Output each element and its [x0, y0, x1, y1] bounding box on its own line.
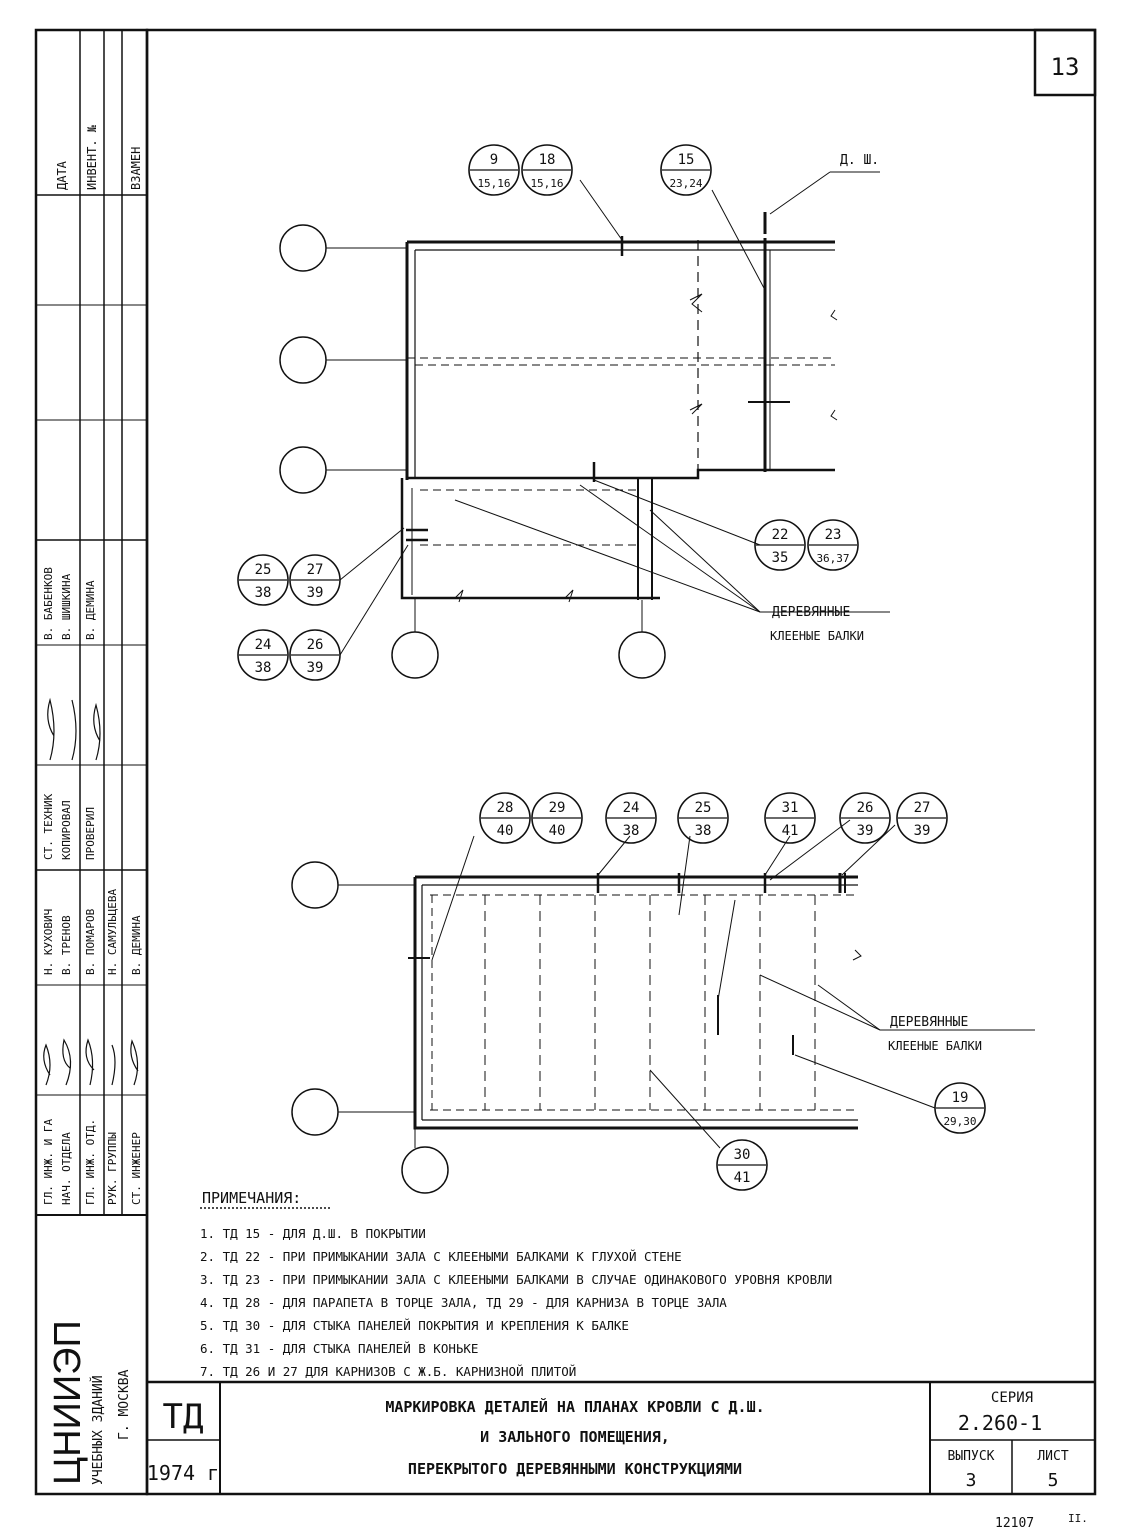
- sheet-label: ЛИСТ: [1037, 1449, 1069, 1464]
- note-item: 2. ТД 22 - ПРИ ПРИМЫКАНИИ ЗАЛА С КЛЕЕНЫМИ БАЛКАМИ К ГЛУХОЙ СТЕНЕ: [200, 1249, 682, 1264]
- beams-label: КЛЕЕНЫЕ БАЛКИ: [888, 1039, 982, 1053]
- stamp-label-replace: ВЗАМЕН: [129, 146, 143, 190]
- stamp-name: В. БАБЕНКОВ: [42, 567, 55, 640]
- beams-label: ДЕРЕВЯННЫЕ: [772, 605, 851, 620]
- stamp-name: В. ДЕМИНА: [130, 915, 143, 975]
- mark-detail-number: 26: [306, 637, 324, 653]
- mark-sheet-number: 40: [496, 823, 514, 839]
- mark-sheet-number: 15,16: [530, 177, 564, 190]
- mark-detail-number: 23: [824, 527, 842, 543]
- mark-sheet-number: 41: [733, 1170, 751, 1186]
- mark-sheet-number: 29,30: [943, 1115, 977, 1128]
- stamp-position: НАЧ. ОТДЕЛА: [60, 1132, 73, 1205]
- mark-detail-number: 28: [496, 800, 514, 816]
- mark-detail-number: 24: [254, 637, 272, 653]
- mark-sheet-number: 39: [306, 585, 324, 601]
- mark-sheet-number: 41: [781, 823, 799, 839]
- stamp-name: В. ПОМАРОВ: [84, 908, 97, 975]
- mark-detail-number: 30: [733, 1147, 751, 1163]
- mark-sheet-number: 36,37: [816, 552, 850, 565]
- beams-label: КЛЕЕНЫЕ БАЛКИ: [770, 629, 864, 643]
- stamp-label-date: ДАТА: [55, 161, 69, 190]
- footer-code: 12107: [995, 1516, 1035, 1531]
- mark-sheet-number: 39: [913, 823, 931, 839]
- mark-detail-number: 25: [254, 562, 272, 578]
- mark-sheet-number: 23,24: [669, 177, 703, 190]
- mark-sheet-number: 38: [622, 823, 640, 839]
- stamp-name: В. ШИШКИНА: [60, 573, 73, 640]
- series-value: 2.260-1: [957, 1411, 1043, 1435]
- stamp-position: РУК. ГРУППЫ: [106, 1132, 119, 1205]
- plan-2: [292, 793, 1035, 1193]
- mark-detail-number: 19: [951, 1090, 969, 1106]
- issue-value: 3: [965, 1470, 977, 1491]
- stamp-name: Н. КУХОВИЧ: [42, 908, 55, 975]
- title-block: [147, 1382, 1095, 1494]
- mark-detail-number: 29: [548, 800, 566, 816]
- footer-mark: II.: [1068, 1512, 1088, 1525]
- stamp-name: Н. САМУЛЬЦЕВА: [106, 888, 119, 975]
- signatures: [44, 700, 138, 1085]
- mark-detail-number: 26: [856, 800, 874, 816]
- mark-detail-number: 22: [771, 527, 789, 543]
- mark-sheet-number: 39: [856, 823, 874, 839]
- dsh-label: Д. Ш.: [840, 153, 880, 168]
- org-name: ЦНИИЭП: [47, 1320, 89, 1485]
- doc-title-line: МАРКИРОВКА ДЕТАЛЕЙ НА ПЛАНАХ КРОВЛИ С Д.Ш.: [385, 1398, 765, 1416]
- grid-axis-circle: [619, 632, 665, 678]
- doc-title-line: И ЗАЛЬНОГО ПОМЕЩЕНИЯ,: [480, 1428, 670, 1446]
- mark-sheet-number: 39: [306, 660, 324, 676]
- mark-detail-number: 27: [913, 800, 931, 816]
- note-item: 3. ТД 23 - ПРИ ПРИМЫКАНИИ ЗАЛА С КЛЕЕНЫМИ БАЛКАМИ В СЛУЧАЕ ОДИНАКОВОГО УРОВНЯ КРОВЛИ: [200, 1272, 833, 1287]
- mark-sheet-number: 38: [254, 585, 272, 601]
- mark-sheet-number: 40: [548, 823, 566, 839]
- issue-label: ВЫПУСК: [947, 1449, 995, 1464]
- note-item: 4. ТД 28 - ДЛЯ ПАРАПЕТА В ТОРЦЕ ЗАЛА, ТД 29 - ДЛЯ КАРНИЗА В ТОРЦЕ ЗАЛА: [200, 1295, 727, 1310]
- mark-detail-number: 25: [694, 800, 712, 816]
- series-label: СЕРИЯ: [990, 1390, 1034, 1406]
- note-item: 1. ТД 15 - ДЛЯ Д.Ш. В ПОКРЫТИИ: [200, 1226, 426, 1241]
- note-item: 7. ТД 26 И 27 ДЛЯ КАРНИЗОВ С Ж.Б. КАРНИЗНОЙ ПЛИТОЙ: [200, 1364, 577, 1379]
- notes-title: ПРИМЕЧАНИЯ:: [202, 1189, 302, 1207]
- mark-detail-number: 27: [306, 562, 324, 578]
- org-subtitle: УЧЕБНЫХ ЗДАНИЙ: [91, 1375, 106, 1485]
- mark-detail-number: 15: [677, 152, 695, 168]
- left-stamp-frame: [36, 30, 147, 1494]
- beams-label: ДЕРЕВЯННЫЕ: [890, 1015, 969, 1030]
- stamp-position: ГЛ. ИНЖ. И ГА: [42, 1118, 55, 1205]
- grid-axis-circle: [292, 1089, 338, 1135]
- notes-list: [200, 1226, 832, 1379]
- mark-sheet-number: 35: [771, 550, 789, 566]
- stamp-role: ПРОВЕРИЛ: [84, 807, 97, 860]
- note-item: 5. ТД 30 - ДЛЯ СТЫКА ПАНЕЛЕЙ ПОКРЫТИЯ И КРЕПЛЕНИЯ К БАЛКЕ: [200, 1318, 629, 1333]
- stamp-name: В. ТРЕНОВ: [60, 915, 73, 975]
- plan-1: [238, 145, 890, 680]
- grid-axis-circle: [292, 862, 338, 908]
- stamp-label-invent: ИНВЕНТ. №: [85, 124, 99, 190]
- mark-detail-number: 9: [489, 152, 499, 168]
- mark-sheet-number: 38: [694, 823, 712, 839]
- stamp-position: СТ. ИНЖЕНЕР: [130, 1132, 143, 1205]
- doc-title-line: ПЕРЕКРЫТОГО ДЕРЕВЯННЫМИ КОНСТРУКЦИЯМИ: [407, 1460, 743, 1478]
- stamp-role: КОПИРОВАЛ: [60, 800, 73, 860]
- stamp-position: ГЛ. ИНЖ. ОТД.: [84, 1118, 97, 1205]
- grid-axis-circle: [280, 337, 326, 383]
- org-city: Г. МОСКВА: [117, 1369, 132, 1440]
- grid-axis-circle: [392, 632, 438, 678]
- grid-axis-circle: [280, 225, 326, 271]
- doc-year: 1974 г: [146, 1461, 220, 1485]
- grid-axis-circle: [402, 1147, 448, 1193]
- stamp-name: В. ДЕМИНА: [84, 580, 97, 640]
- grid-axis-circle: [280, 447, 326, 493]
- note-item: 6. ТД 31 - ДЛЯ СТЫКА ПАНЕЛЕЙ В КОНЬКЕ: [200, 1341, 479, 1356]
- mark-sheet-number: 15,16: [477, 177, 511, 190]
- stamp-role: СТ. ТЕХНИК: [42, 793, 55, 860]
- sheet-number: 13: [1050, 53, 1080, 81]
- mark-detail-number: 31: [781, 800, 799, 816]
- mark-sheet-number: 38: [254, 660, 272, 676]
- mark-detail-number: 24: [622, 800, 640, 816]
- mark-detail-number: 18: [538, 152, 556, 168]
- doc-code: ТД: [162, 1397, 204, 1437]
- sheet-value: 5: [1047, 1470, 1059, 1491]
